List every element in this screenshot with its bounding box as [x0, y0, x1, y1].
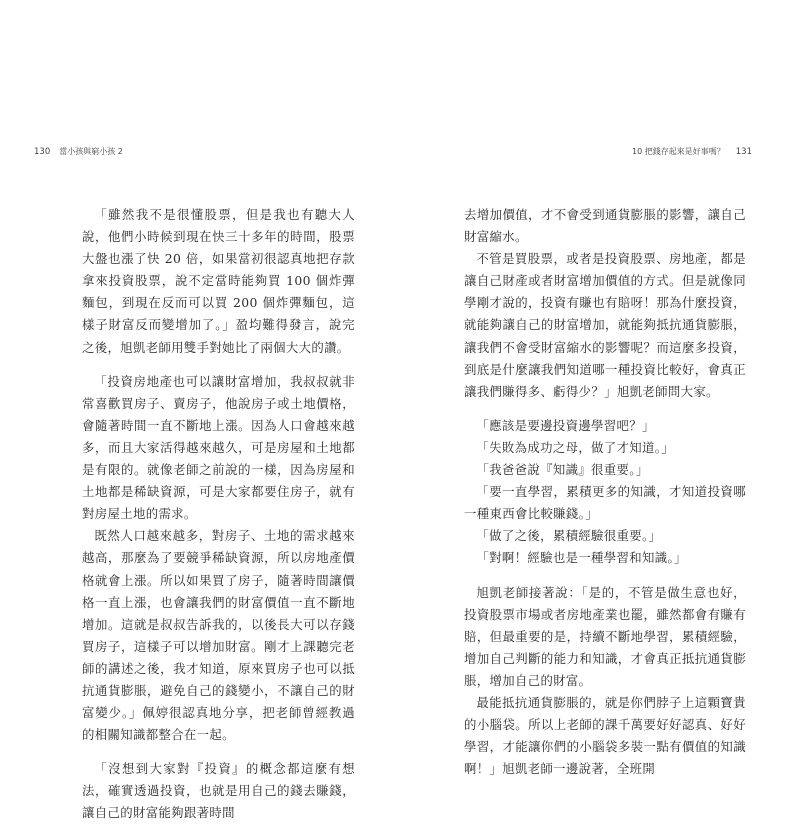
right-page	[399, 0, 798, 799]
left-page	[0, 0, 399, 821]
paragraph: 去增加價值，才不會受到通貨膨脹的影響，讓自己財富縮水。	[464, 207, 746, 245]
paragraph: 旭凱老師接著說：「是的，不管是做生意也好，投資股票市場或者房地產業也罷，雖然都會有賺有賠，但最重要的是，持續不斷地學習，累積經驗，增加自己判斷的能力和知識，才會真正抵抗通貨膨脹，增加自己的財富。	[464, 584, 746, 688]
dialogue-line: 「對啊！經驗也是一種學習和知識。」	[476, 550, 687, 566]
right-page-body	[464, 204, 746, 780]
paragraph: 「投資房地產也可以讓財富增加，我叔叔就非常喜歡買房子、賣房子，他說房子或土地價格，會隨著時間一直不斷地上漲。因為人口會越來越多，而且大家活得越來越久，可是房屋和土地都是有限的。就像老師之前說的一樣，因為房屋和土地都是稀缺資源，可是大家都要住房子，就有對房屋土地的需求。	[82, 373, 355, 522]
dialogue-line: 「我爸爸說『知識』很重要。」	[476, 462, 649, 478]
paragraph: 最能抵抗通貨膨脹的，就是你們脖子上這顆寶貴的小腦袋。所以上老師的課千萬要好好認真、好好學習，才能讓你們的小腦袋多裝一點有價值的知識啊！」旭凱老師一邊說著，全班開	[464, 694, 746, 777]
paragraph: 既然人口越來越多，對房子、土地的需求越來越高，那麼為了要競爭稀缺資源，所以房地產價格就會上漲。所以如果買了房子，隨著時間讓價格一直上漲，也會讓我們的財富價值一直不斷地增加。這就是叔叔告訴我的，以後長大可以存錢買房子，這樣子可以增加財富。剛才上課聽完老師的講述之後，我才知道，原來買房子也可以抵抗通貨膨脹，避免自己的錢變小，不讓自己的財富變少。」佩婷很認真地分享，把老師曾經教過的相關知識都整合在一起。	[82, 528, 355, 743]
paragraph: 「沒想到大家對『投資』的概念都這麼有想法，確實透過投資，也就是用自己的錢去賺錢，讓自己的財富能夠跟著時間	[82, 761, 355, 821]
dialogue-line: 「做了之後，累積經驗很重要。」	[476, 528, 662, 544]
left-running-title: 當小孩與窮小孩 2	[59, 147, 123, 156]
paragraph: 「雖然我不是很懂股票，但是我也有聽大人說，他們小時候到現在快三十多年的時間，股票大盤也漲了快 20 倍，如果當初很認真地把存款拿來投資股票，說不定當時能夠買 100 個炸彈麵包，到現在反而可以買 200 個炸彈麵包，這樣子財富反而變增加了。」盈均難得發言，說完之後，旭凱老師用雙手對她比了兩個大大的讚。	[82, 207, 355, 355]
left-page-number: 130	[34, 146, 51, 157]
dialogue-line: 「失敗為成功之母，做了才知道。」	[476, 439, 675, 455]
paragraph: 不管是買股票，或者是投資股票、房地產，都是讓自己財產或者財富增加價值的方式。但是就像同學剛才說的，投資有賺也有賠呀！那為什麼投資，就能夠讓自己的財富增加，就能夠抵抗通貨膨脹，讓我們不會受財富縮水的影響呢？而這麼多投資，到底是什麼讓我們知道哪一種投資比較好，會真正讓我們賺得多、虧得少？」旭凱老師問大家。	[464, 251, 746, 399]
dialogue-line: 「要一直學習，累積更多的知識，才知道投資哪一種東西會比較賺錢。」	[464, 484, 746, 522]
left-page-header	[34, 146, 123, 157]
right-page-number: 131	[735, 146, 752, 157]
right-running-title: 10 把錢存起來是好事嗎？	[632, 147, 725, 156]
right-page-header	[632, 146, 752, 157]
dialogue-line: 「應該是要邊投資邊學習吧？」	[476, 417, 655, 433]
left-page-body	[82, 204, 355, 825]
